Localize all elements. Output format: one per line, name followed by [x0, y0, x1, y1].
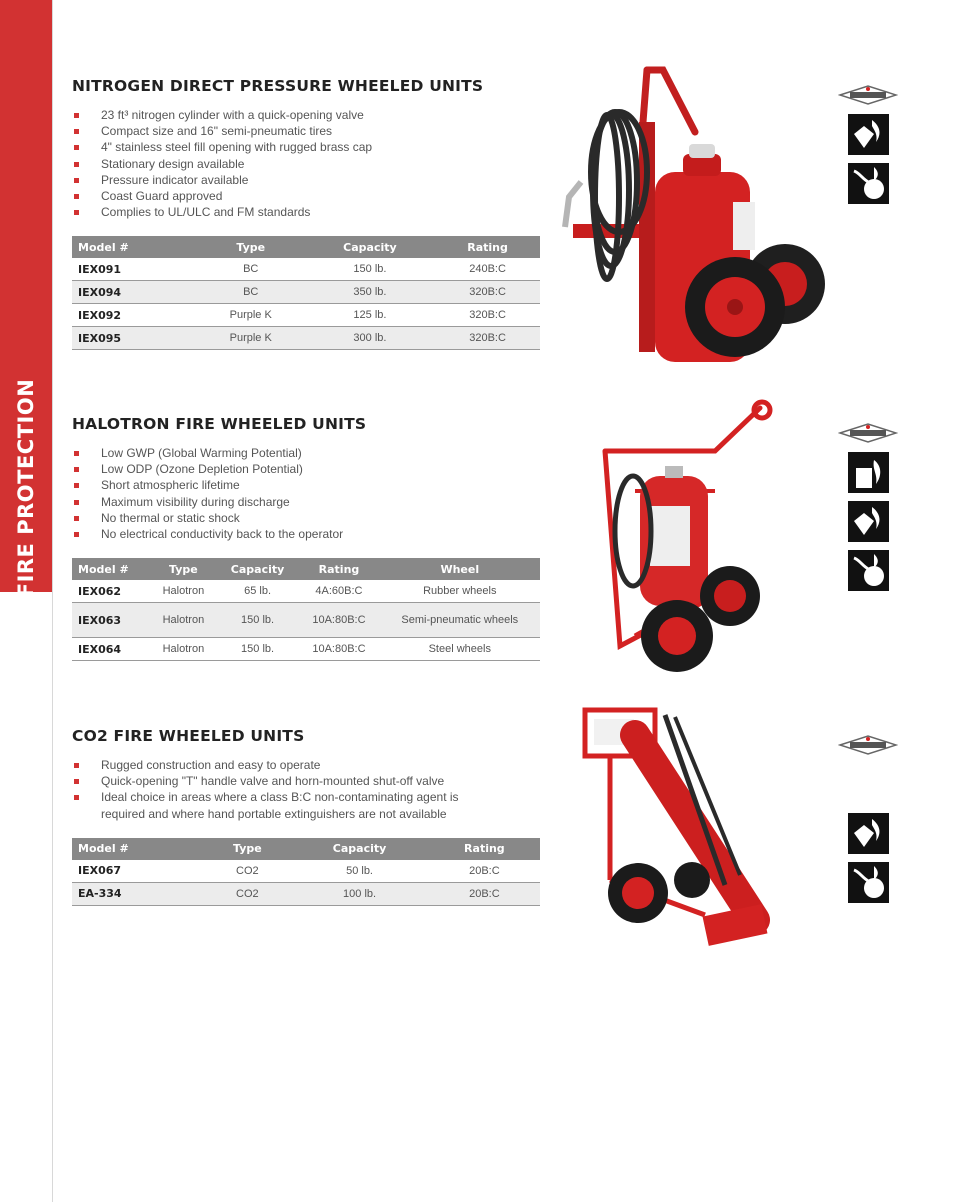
- spec-table: [72, 558, 540, 661]
- cell-type: CO2: [204, 860, 290, 883]
- table-row: [72, 882, 540, 905]
- cell-rating: 10A:80B:C: [298, 603, 379, 638]
- feature-list: [72, 107, 540, 220]
- cell-type: Halotron: [150, 638, 217, 661]
- table-row: [72, 304, 540, 327]
- feature-item: Stationary design available: [72, 156, 540, 172]
- feature-item: Complies to UL/ULC and FM standards: [72, 204, 540, 220]
- cell-type: CO2: [204, 882, 290, 905]
- table-row: [72, 258, 540, 281]
- table-row: [72, 281, 540, 304]
- cell-model: IEX094: [72, 281, 197, 304]
- header-model: Model #: [72, 558, 150, 580]
- cell-type: BC: [197, 258, 305, 281]
- header-wheel: Wheel: [380, 558, 540, 580]
- cell-rating: 4A:60B:C: [298, 580, 379, 603]
- section-halotron: [72, 415, 540, 661]
- cell-model: IEX091: [72, 258, 197, 281]
- cell-model: IEX095: [72, 327, 197, 350]
- feature-item: Low ODP (Ozone Depletion Potential): [72, 461, 540, 477]
- cell-capacity: 150 lb.: [217, 603, 299, 638]
- cell-model: EA-334: [72, 882, 204, 905]
- cell-capacity: 100 lb.: [290, 882, 428, 905]
- header-type: Type: [150, 558, 217, 580]
- header-rating: Rating: [435, 236, 540, 258]
- table-row: [72, 603, 540, 638]
- cell-rating: 320B:C: [435, 304, 540, 327]
- feature-item: Quick-opening "T" handle valve and horn-mounted shut-off valve: [72, 773, 540, 789]
- cell-model: IEX092: [72, 304, 197, 327]
- class-b-flammable-liquid-icon: [848, 114, 889, 155]
- feature-item: 23 ft³ nitrogen cylinder with a quick-opening valve: [72, 107, 540, 123]
- cell-rating: 10A:80B:C: [298, 638, 379, 661]
- feature-item: Short atmospheric lifetime: [72, 477, 540, 493]
- cell-rating: 20B:C: [429, 882, 540, 905]
- cell-capacity: 350 lb.: [305, 281, 435, 304]
- cell-model: IEX067: [72, 860, 204, 883]
- cell-type: Purple K: [197, 327, 305, 350]
- class-b-flammable-liquid-icon: [848, 501, 889, 542]
- feature-item: Low GWP (Global Warming Potential): [72, 445, 540, 461]
- feature-item: Pressure indicator available: [72, 172, 540, 188]
- cell-capacity: 150 lb.: [305, 258, 435, 281]
- class-c-electrical-icon: [848, 862, 889, 903]
- header-model: Model #: [72, 838, 204, 860]
- table-header-row: [72, 236, 540, 258]
- table-row: [72, 327, 540, 350]
- cell-model: IEX063: [72, 603, 150, 638]
- cell-wheel: Rubber wheels: [380, 580, 540, 603]
- section-title: HALOTRON FIRE WHEELED UNITS: [72, 415, 367, 433]
- feature-list: [72, 445, 540, 542]
- header-type: Type: [197, 236, 305, 258]
- header-model: Model #: [72, 236, 197, 258]
- class-b-flammable-liquid-icon: [848, 813, 889, 854]
- table-header-row: [72, 838, 540, 860]
- class-a-ordinary-combustibles-icon: [848, 452, 889, 493]
- table-row: [72, 638, 540, 661]
- category-label: FIRE PROTECTION: [14, 378, 38, 598]
- cell-wheel: Semi-pneumatic wheels: [380, 603, 540, 638]
- cell-type: BC: [197, 281, 305, 304]
- cell-capacity: 65 lb.: [217, 580, 299, 603]
- feature-list: [72, 757, 540, 822]
- cell-rating: 320B:C: [435, 281, 540, 304]
- rating-icons-co2: [838, 734, 898, 903]
- cell-rating: 320B:C: [435, 327, 540, 350]
- table-row: [72, 580, 540, 603]
- section-co2: [72, 727, 540, 906]
- table-row: [72, 860, 540, 883]
- feature-item: Coast Guard approved: [72, 188, 540, 204]
- cell-rating: 240B:C: [435, 258, 540, 281]
- cell-rating: 20B:C: [429, 860, 540, 883]
- header-capacity: Capacity: [217, 558, 299, 580]
- nitrogen-wheeled-unit-image: [555, 62, 830, 362]
- header-rating: Rating: [429, 838, 540, 860]
- feature-item: Ideal choice in areas where a class B:C non-contaminating agent is required and where hand portable extinguishers are not available: [72, 789, 540, 821]
- feature-item: No thermal or static shock: [72, 510, 540, 526]
- class-c-electrical-icon: [848, 163, 889, 204]
- header-capacity: Capacity: [290, 838, 428, 860]
- cell-capacity: 50 lb.: [290, 860, 428, 883]
- cell-capacity: 125 lb.: [305, 304, 435, 327]
- halotron-wheeled-unit-image: [595, 396, 775, 681]
- amerex-badge-icon: [838, 84, 898, 106]
- feature-item: 4" stainless steel fill opening with rugged brass cap: [72, 139, 540, 155]
- rating-icons-halotron: [838, 422, 898, 591]
- cell-type: Halotron: [150, 603, 217, 638]
- co2-wheeled-unit-image: [580, 705, 770, 950]
- feature-item: Rugged construction and easy to operate: [72, 757, 540, 773]
- header-type: Type: [204, 838, 290, 860]
- cell-type: Halotron: [150, 580, 217, 603]
- category-tab: [0, 0, 52, 598]
- section-nitrogen: [72, 77, 540, 350]
- table-header-row: [72, 558, 540, 580]
- cell-model: IEX062: [72, 580, 150, 603]
- cell-capacity: 150 lb.: [217, 638, 299, 661]
- header-capacity: Capacity: [305, 236, 435, 258]
- amerex-badge-icon: [838, 422, 898, 444]
- cell-model: IEX064: [72, 638, 150, 661]
- rating-icons-nitrogen: [838, 84, 898, 204]
- cell-type: Purple K: [197, 304, 305, 327]
- feature-item: Maximum visibility during discharge: [72, 494, 540, 510]
- cell-wheel: Steel wheels: [380, 638, 540, 661]
- feature-item: Compact size and 16" semi-pneumatic tires: [72, 123, 540, 139]
- amerex-badge-icon: [838, 734, 898, 756]
- class-c-electrical-icon: [848, 550, 889, 591]
- spec-table: [72, 838, 540, 906]
- cell-capacity: 300 lb.: [305, 327, 435, 350]
- spec-table: [72, 236, 540, 350]
- section-title: CO2 FIRE WHEELED UNITS: [72, 727, 305, 745]
- header-rating: Rating: [298, 558, 379, 580]
- feature-item: No electrical conductivity back to the operator: [72, 526, 540, 542]
- section-title: NITROGEN DIRECT PRESSURE WHEELED UNITS: [72, 77, 484, 95]
